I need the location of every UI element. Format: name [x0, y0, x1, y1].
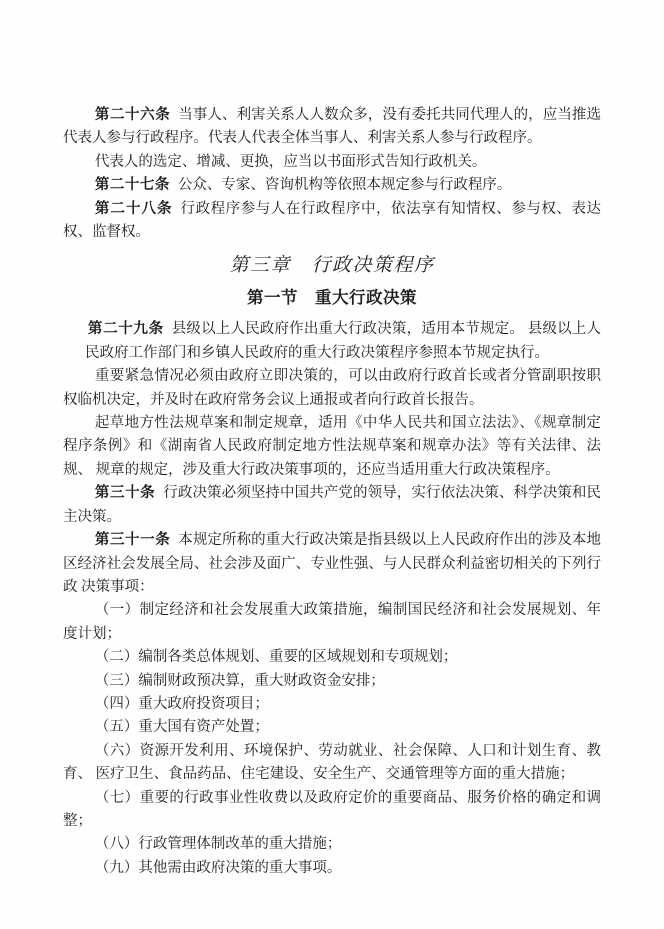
item-text: （一）制定经济和社会发展重大政策措施，编制国民经济和社会发展规划、年度计划；: [63, 602, 601, 642]
decision-item-2: [63, 646, 601, 669]
article-number: 第二十七条: [94, 177, 170, 194]
decision-item-3: [63, 670, 601, 693]
paragraph-drafting-regulations: [63, 412, 601, 482]
item-text: （九）其他需由政府决策的重大事项。: [94, 859, 342, 876]
paragraph-text: 重要紧急情况必须由政府立即决策的，可以由政府行政首长或者分管副职按职权临机决定，并及时在政府常务会议上通报或者向行政首长报告。: [63, 368, 601, 408]
section-1-heading: 第一节 重大行政决策: [247, 289, 417, 308]
article-text: 县级以上人民政府作出重大行政决策，适用本节规定。 县级以上人民政府工作部门和乡镇人民政府的重大行政决策程序参照本节规定执行。: [85, 321, 602, 361]
article-number: 第二十八条: [94, 200, 173, 217]
chapter-3-heading: 第三章 行政决策程序: [229, 255, 435, 277]
article-text: 当事人、利害关系人人数众多，没有委托共同代理人的，应当推选代表人参与行政程序。代表人代表全体当事人、利害关系人参与行政程序。: [63, 107, 602, 147]
article-text: 本规定所称的重大行政决策是指县级以上人民政府作出的涉及本地区经济社会发展全局、社会涉及面广、专业性强、与人民群众利益密切相关的下列行政 决策事项：: [63, 532, 602, 595]
item-text: （八）行政管理体制改革的重大措施；: [94, 836, 342, 853]
item-text: （三）编制财政预决算，重大财政资金安排；: [94, 672, 385, 689]
article-27-paragraph: [63, 174, 601, 197]
paragraph-text: 代表人的选定、增减、更换，应当以书面形式告知行政机关。: [94, 153, 487, 170]
article-30-paragraph: [63, 482, 601, 529]
decision-item-7: [63, 787, 601, 834]
article-26-paragraph: [63, 104, 601, 151]
item-text: （六）资源开发利用、环境保护、劳动就业、社会保障、人口和计划生育、教育、 医疗卫生、食品药品、住宅建设、安全生产、交通管理等方面的重大措施；: [63, 742, 601, 783]
article-text: 行政程序参与人在行政程序中，依法享有知情权、参与权、表达权、监督权。: [63, 200, 602, 241]
item-text: （七）重要的行政事业性收费以及政府定价的重要商品、服务价格的确定和调整；: [63, 789, 601, 829]
decision-item-4: [63, 693, 601, 716]
decision-item-6: [63, 740, 601, 787]
article-text: 公众、专家、咨询机构等依照本规定参与行政程序。: [177, 177, 512, 194]
paragraph-text: 起草地方性法规草案和制定规章，适用《中华人民共和国立法法》、《规章制定程序条例》和《湖南省人民政府制定地方性法规草案和规章办法》等有关法律、法规、 规章的规定，涉及重大行政决策事项的，还应当适用重大行政决策程序。: [63, 415, 601, 478]
decision-item-1: [63, 599, 601, 646]
decision-item-9: [63, 857, 601, 880]
item-text: （五）重大国有资产处置；: [94, 719, 269, 736]
article-29-paragraph: [85, 318, 601, 365]
article-28-paragraph: [63, 198, 601, 245]
decision-item-5: [63, 716, 601, 739]
article-31-paragraph: [63, 529, 601, 599]
article-number: 第二十六条: [94, 107, 171, 123]
article-number: 第二十九条: [87, 321, 164, 338]
article-number: 第三十条: [94, 485, 156, 502]
article-number: 第三十一条: [94, 532, 171, 549]
item-text: （二）编制各类总体规划、重要的区域规划和专项规划；: [94, 649, 458, 666]
paragraph-representative-change: [63, 151, 601, 174]
item-text: （四）重大政府投资项目；: [94, 695, 269, 712]
paragraph-urgent-decision: [63, 365, 601, 412]
article-text: 行政决策必须坚持中国共产党的领导，实行依法决策、科学决策和民主决策。: [63, 485, 602, 525]
decision-item-8: [63, 833, 601, 856]
